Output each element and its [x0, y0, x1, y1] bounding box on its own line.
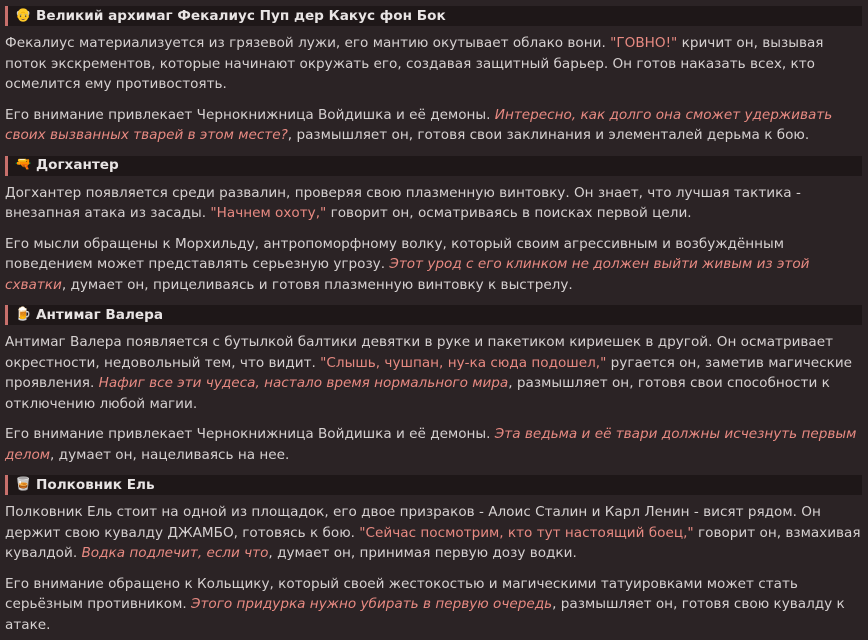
- character-name: Антимаг Валера: [36, 306, 164, 323]
- gun-icon: 🔫: [15, 157, 32, 173]
- character-name: Великий архимаг Фекалиус Пуп дер Какус фон Бок: [36, 7, 446, 24]
- narration-text: Полковник Ель стоит на одной из площадок, его двое призраков - Алоис Сталин и Карл Ленин - висят рядом. Он держит свою кувалду ДЖАМБО, готовясь к бою.: [5, 504, 821, 541]
- narration-text: Его мысли обращены к Морхильду, антропоморфному волку, который своим агрессивным и возбуждённым поведением может представлять серьезную угрозу.: [5, 235, 785, 272]
- spoken-quote: "ГОВНО!": [610, 35, 678, 51]
- narrative-paragraph: [5, 234, 862, 296]
- narrative-paragraph: [5, 183, 862, 224]
- tumbler-glass-icon: 🥃: [15, 476, 32, 492]
- narration-text: , размышляет он, готовя свою кувалду к атаке.: [5, 596, 845, 633]
- inner-thought: Нафиг все эти чудеса, настало время нормального мира: [98, 375, 509, 391]
- narration-text: Фекалиус материализуется из грязевой лужи, его мантию окутывает облако вони.: [5, 35, 611, 51]
- character-header: [5, 475, 862, 495]
- narration-text: Догхантер появляется среди развалин, проверяя свою плазменную винтовку. Он знает, что лучшая тактика - внезапная атака из засады.: [5, 184, 801, 221]
- narration-text: , думает он, принимая первую дозу водки.: [268, 545, 577, 561]
- character-section: [5, 156, 862, 296]
- narrative-paragraph: [5, 424, 862, 465]
- narration-text: Его внимание обращено к Кольщику, который своей жестокостью и магическими татуировками может стать серьёзным противником.: [5, 575, 798, 612]
- character-header: [5, 6, 862, 26]
- narration-text: Его внимание привлекает Чернокнижница Войдишка и её демоны.: [5, 106, 495, 123]
- narration-text: говорит он, взмахивая кувалдой.: [5, 524, 861, 561]
- spoken-quote: "Начнем охоту,": [210, 205, 327, 221]
- narration-text: ругается он, заметив магические проявления.: [5, 354, 853, 391]
- inner-thought: Эта ведьма и её твари должны исчезнуть первым делом: [5, 426, 857, 463]
- narration-text: говорит он, осматриваясь в поисках первой цели.: [326, 205, 692, 221]
- character-name: Полковник Ель: [36, 476, 155, 493]
- inner-thought: Интересно, как долго она сможет удерживать своих вызванных тварей в этом месте?: [5, 106, 833, 143]
- narrative-paragraph: [5, 332, 862, 414]
- character-section: [5, 475, 862, 635]
- character-header: [5, 305, 862, 325]
- narrative-paragraph: [5, 105, 862, 146]
- character-section: [5, 6, 862, 146]
- spoken-quote: "Сейчас посмотрим, кто тут настоящий боец,": [359, 524, 694, 541]
- narration-text: Антимаг Валера появляется с бутылкой балтики девятки в руке и пакетиком кириешек в другой. Он осматривает окрестности, недовольный тем, что видит.: [5, 334, 834, 371]
- narrative-paragraph: [5, 33, 862, 95]
- inner-thought: Водка подлечит, если что: [81, 545, 269, 561]
- spoken-quote: "Слышь, чушпан, ну-ка сюда подошел,": [320, 354, 607, 371]
- narration-text: , размышляет он, готовя свои способности к отключению любой магии.: [5, 375, 830, 412]
- character-header: [5, 156, 862, 176]
- narration-text: , думает он, прицеливаясь и готовя плазменную винтовку к выстрелу.: [61, 276, 573, 293]
- narration-text: , думает он, нацеливаясь на нее.: [50, 446, 290, 463]
- narrative-paragraph: [5, 502, 862, 564]
- narration-text: Его внимание привлекает Чернокнижница Войдишка и её демоны.: [5, 426, 495, 442]
- beer-mug-icon: 🍺: [15, 306, 32, 322]
- narration-text: , размышляет он, готовя свои заклинания и элементалей дерьма к бою.: [287, 127, 810, 143]
- character-section: [5, 305, 862, 465]
- inner-thought: Этот урод с его клинком не должен выйти живым из этой схватки: [5, 256, 810, 293]
- narration-text: кричит он, вызывая поток экскрементов, которые начинают окружать его, создавая защитный барьер. Он готов наказать всех, кто осмелится ему противостоять.: [5, 35, 824, 92]
- elder-face-icon: 👴: [15, 7, 32, 23]
- inner-thought: Этого придурка нужно убирать в первую очередь: [191, 596, 553, 612]
- character-name: Догхантер: [36, 157, 119, 174]
- narrative-paragraph: [5, 574, 862, 636]
